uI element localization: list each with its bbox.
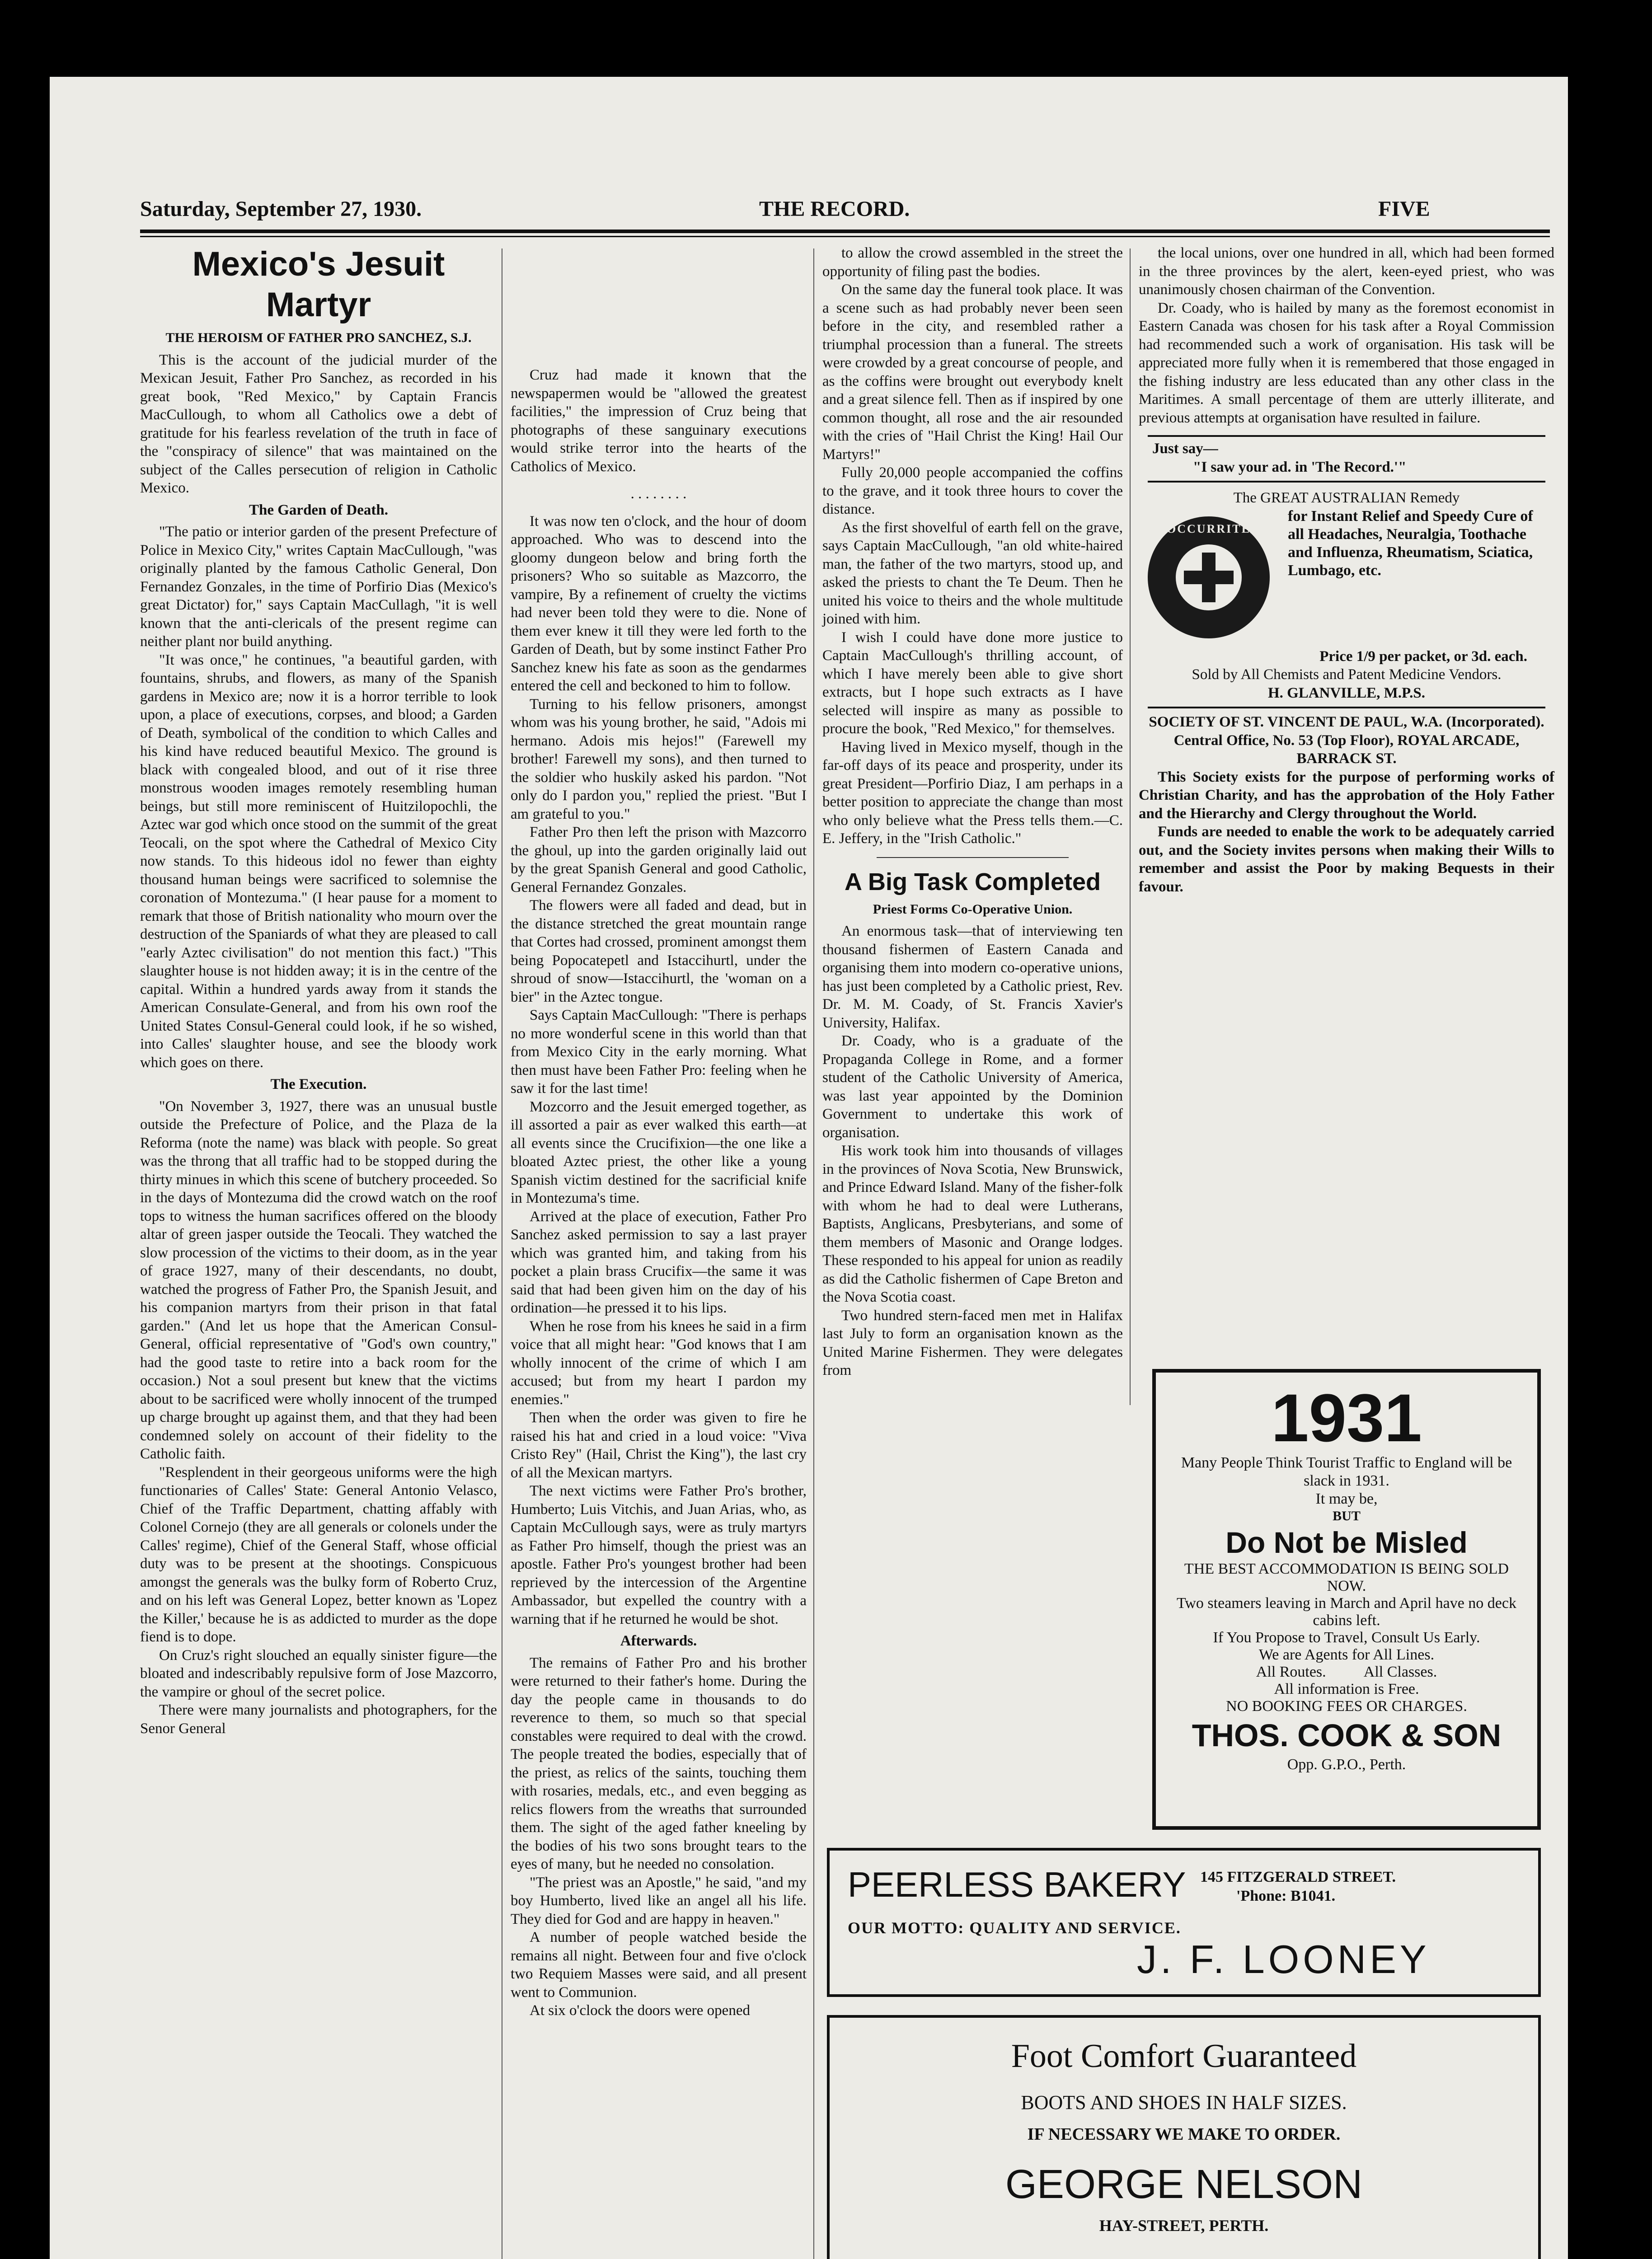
paragraph: to allow the crowd assembled in the street the opportunity of filing past the bodies. [822,245,1123,280]
article-subtitle: THE HEROISM OF FATHER PRO SANCHEZ, S.J. [165,330,472,345]
svdp-title: SOCIETY OF ST. VINCENT DE PAUL, W.A. (Incorporated). [1149,714,1544,730]
nelson-name: GEORGE NELSON [1005,2162,1363,2207]
paragraph: The next victims were Father Pro's brother, Humberto; Luis Vitchis, and Juan Arias, who, as Captain McCullough says, were as truly martyrs as Father Pro himself, though the priest was an apostle. Father Pro's youngest brother had been reprieved by the intercession of the Argentine Ambassador, but expelled the country with a warning that if he returned he would be shot. [511,1483,807,1627]
paragraph: Dr. Coady, who is a graduate of the Propaganda College in Rome, and a former student of the Catholic University of America, was last year appointed by the Dominion Government to undertake this work of organisation. [822,1033,1123,1141]
bakery-address: 145 FITZGERALD STREET. [1200,1869,1396,1885]
paragraph: Says Captain MacCullough: "There is perhaps no more wonderful scene in this world than that from Mexico City in the early morning. What then must have been Father Pro: feeling when he saw it for the last time! [511,1007,807,1097]
cook-text: We are Agents for All Lines. [1258,1646,1435,1663]
thos-cook-ad [1152,1369,1541,1830]
paragraph: When he rose from his knees he said in a firm voice that all might hear: "God knows that I am wholly innocent of the crime of which I am accused; but from my heart I pardon my enemies." [511,1318,807,1408]
paragraph: His work took him into thousands of villages in the provinces of Nova Scotia, New Brunswick, and Prince Edward Island. Many of the fisher-folk with whom he had to deal were Lutherans, Baptists, Anglicans, Presbyterians, and some of them members of Masonic and Orange lodges. These responded to his appeal for union as readily as did the Catholic fishermen of Cape Breton and the Nova Scotia coast. [822,1143,1123,1305]
paragraph: There were many journalists and photographers, for the Senor General [140,1702,497,1737]
bakery-motto: OUR MOTTO: QUALITY AND SERVICE. [848,1919,1181,1937]
nelson-text: IF NECESSARY WE MAKE TO ORDER. [1027,2125,1341,2144]
column-1 [140,244,497,1738]
cook-text: BUT [1333,1509,1361,1523]
paragraph: It was now ten o'clock, and the hour of doom approached. Who was to descend into the gloomy dungeon below and bring forth the prisoners? Who so suitable as Mazcorro, the vampire, By a refinement of cruelty the victims had never been told they were to die. None of them ever knew it till they were led forth to the Garden of Death, but by some instinct Father Pro Sanchez knew his fate as soon as the gendarmes entered the cell and beckoned to him to follow. [511,513,807,694]
paragraph: Cruz had made it known that the newspapermen would be "allowed the greatest facilities," the impression of Cruz being that photographs of these sanguinary executions would strike terror into the hearts of the Catholics of Mexico. [511,367,807,475]
occurrite-seal-icon [1148,516,1270,638]
cook-text: If You Propose to Travel, Consult Us Early. [1213,1629,1480,1646]
cook-address: Opp. G.P.O., Perth. [1287,1756,1406,1773]
cook-text: NO BOOKING FEES OR CHARGES. [1226,1698,1467,1715]
article-divider [877,857,1069,858]
paragraph: The flowers were all faded and dead, but in the distance stretched the great mountain range that Cortes had crossed, prominent amongst them being Popocatepetl and Istaccihurtl, under the shroud of snow—Istaccihurtl, the 'woman on a bier" in the Aztec tongue. [511,897,807,1005]
paragraph: "The priest was an Apostle," he said, "and my boy Humberto, lived like an angel all his life. They died for God and are happy in heaven." [511,1874,807,1927]
paragraph: "It was once," he continues, "a beautiful garden, with fountains, shrubs, and flowers, as many of the Spanish gardens in Mexico are; now it is a horror terrible to look upon, a place of executions, corpses, and blood; a Garden of Death, symbolical of the condition to which Calles and his kind have reduced beautiful Mexico. The ground is black with congealed blood, and out of it rise three monstrous wooden images remotely resembling human beings, but still more reminiscent of Huitzilopochli, the Aztec war god which once stood on the summit of the great Teocali, on the spot where the Cathedral of Mexico City now stands. To this hideous idol no fewer than eighty thousand human beings were sacrificed to solemnise the coronation of Montezuma." (I hear pause for a moment to remark that those of British nationality who mourn over the destruction of the Spaniards of what they are pleased to call "early Aztec civilisation" do not mention this fact.) "This slaughter house is not hidden away; it is in the centre of the capital. Within a hundred yards away from it stands the American Consulate-General, and from his own roof the United States Consul-General could look, if he so wished, into Calles' slaughter house, and see the bloody work which goes on there. [140,651,497,1071]
paragraph: Fully 20,000 people accompanied the coffins to the grave, and it took three hours to cover the distance. [822,464,1123,517]
cook-name: THOS. COOK & SON [1192,1718,1502,1753]
paragraph: Two hundred stern-faced men met in Halifax last July to form an organisation known as the United Marine Fishermen. They were delegates from [822,1307,1123,1378]
remedy-text: for Instant Relief and Speedy Cure of all Headaches, Neuralgia, Toothache and Influenza, Rheumatism, Sciatica, Lumbago, etc. [1288,507,1533,579]
remedy-sold-by: Sold by All Chemists and Patent Medicine Vendors. [1192,666,1502,683]
george-nelson-ad [827,2015,1541,2259]
column-2 [511,366,807,2020]
paragraph: Mozcorro and the Jesuit emerged together, as ill assorted a pair as ever walked this earth—at all events since the Crucifixion—the one like a bloated Aztec priest, the other like a young Spanish victim destined for the sacrificial knife in Montezuma's time. [511,1098,807,1206]
saw-ad-label: "I saw your ad. in 'The Record.'" [1193,459,1407,475]
section-heading: Afterwards. [620,1633,697,1649]
bakery-owner: J. F. LOONEY [1137,1937,1430,1982]
ad-divider [1148,707,1545,708]
header-rule [140,230,1550,233]
paragraph: "Resplendent in their georgeous uniforms were the high functionaries of Calles' State: General Antonio Velasco, Chief of the Traffic Department, chatting affably with Colonel Cornejo (they are all generals or colonels under the Calles' regime), Chief of the General Staff, whose official duty was to be present at the shootings. Conspicuous amongst the generals was the bulky form of Roberto Cruz, and on his left was General Lopez, better known as 'Lopez the Killer,' because he is as addicted to murder as the dope fiend is to dope. [140,1464,497,1645]
cook-text: It may be, [1315,1490,1378,1507]
paragraph: Then when the order was given to fire he raised his hat and cried in a loud voice: "Viva Cristo Rey" (Hail, Christ the King"), the last cry of all the Mexican martyrs. [511,1410,807,1481]
article-title: Mexico's Jesuit Martyr [192,245,445,324]
paragraph: Turning to his fellow prisoners, amongst whom was his young brother, he said, "Adois mi hermano. Adois mis hejos!" (Farewell my brother! Farewell my sons), and then turned to the soldier who huskily asked his pardon. "Not only do I pardon you," replied the priest. "But I am grateful to you." [511,696,807,822]
column-divider [1130,248,1131,1405]
paragraph: Arrived at the place of execution, Father Pro Sanchez asked permission to say a last prayer which was granted him, and taking from his pocket a plain brass Crucifix—the same it was said that had been given him on the day of his ordination—he pressed it to his lips. [511,1208,807,1316]
ad-divider [1148,481,1545,483]
column-4 [1139,244,1554,896]
section-heading: The Execution. [270,1076,367,1092]
paragraph: A number of people watched beside the remains all night. Between four and five o'clock two Requiem Masses were said, and all present went to Communion. [511,1929,807,2001]
header-rule-thin [140,236,1550,237]
newspaper-page [50,77,1568,2259]
ad-divider [1148,435,1545,437]
paragraph: As the first shovelful of earth fell on the grave, says Captain MacCullough, "an old white-haired man, the father of the two martyrs, stood up, and asked the priests to chant the Te Deum. Then he united his voice to theirs and the whole multitude joined with him. [822,519,1123,627]
section-heading: The Garden of Death. [249,501,388,518]
article-title: A Big Task Completed [844,868,1101,895]
cook-year: 1931 [1271,1380,1422,1456]
remedy-headline: The GREAT AUSTRALIAN Remedy [1233,490,1460,506]
paragraph: I wish I could have done more justice to Captain MacCullough's thrilling account, of which I have merely been able to give short extracts, but I hope such extracts as I have selected will inspire as many as possible to procure the book, "Red Mexico," for themselves. [822,629,1123,737]
column-3 [822,244,1123,1380]
paragraph: "On November 3, 1927, there was an unusual bustle outside the Prefecture of Police, and the Plaza de la Reforma (note the name) was black with people. So great was the throng that all traffic had to be stopped during the thirty minues in which this scene of butchery proceeded. So in the days of Montezuma did the crowd watch on the roof tops to witness the human sacrifices offered on the bloody altar of green jasper outside the Teocali. They watched the slow procession of the victims to their doom, as in the year of grace 1927, many of their descendants, no doubt, watched the progress of Father Pro, the Spanish Jesuit, and his companion martyrs from their prison in that fatal garden." (And let us hope that the American Consul-General, official representative of "God's own country," had the good taste to retire into a back room for the occasion.) Not a soul present but knew that the victims about to be sacrificed were wholly innocent of the trumped up charge brought up against them, and that they had been condemned solely on account of their fidelity to the Catholic faith. [140,1098,497,1462]
cook-text: All information is Free. [1274,1681,1419,1697]
newspaper-name: THE RECORD. [759,197,910,221]
paragraph: On the same day the funeral took place. It was a scene such as had probably never been seen before in the city, and resembled rather a triumphal procession than a funeral. The streets were crowded by a great concourse of people, and as the coffins were brought out everybody knelt and a great silence fell. Then as if inspired by one common thought, all rose and the air resounded with the cries of "Hail Christ the King! Hail Our Martyrs!" [822,281,1123,463]
remedy-ad [1139,507,1554,647]
column-divider [813,248,814,2259]
paragraph: Father Pro then left the prison with Mazcorro the ghoul, up into the garden originally laid out by the great Spanish General and good Catholic, General Fernandez Gonzales. [511,824,807,895]
paragraph: Dr. Coady, who is hailed by many as the foremost economist in Eastern Canada was chosen for his task after a Royal Commission had recommended such a work of organisation. His task will be appreciated more fully when it is remembered that those engaged in the fishing industry are less educated than any other class in the Maritimes. A small percentage of them are utterly illiterate, and previous attempts at organisation have resulted in failure. [1139,300,1554,426]
bakery-name: PEERLESS BAKERY [848,1865,1186,1904]
peerless-bakery-ad [827,1848,1541,1997]
paragraph: Having lived in Mexico myself, though in the far-off days of its peace and prosperity, under its great President—Porfirio Diaz, I am perhaps in a better position to appreciate the change than most who only believe what the Press tells them.—C. E. Jeffery, in the "Irish Catholic." [822,739,1123,847]
paragraph: the local unions, over one hundred in all, which had been formed in the three provinces by the alert, keen-eyed priest, who was unanimously chosen chairman of the Convention. [1139,245,1554,298]
svdp-office: Central Office, No. 53 (Top Floor), ROYAL ARCADE, BARRACK ST. [1173,732,1520,767]
paragraph: "The patio or interior garden of the present Prefecture of Police in Mexico City," writes Captain MacCullough, "was originally planted by the famous Catholic General, Don Fernandez Gonzales, in the time of Porfirio Dias (Mexico's great Dictator) for," says Captain MacCullagh, "it is well known that the anti-clericals of the present regime can neither plant nor build anything. [140,524,497,650]
paragraph: An enormous task—that of interviewing ten thousand fishermen of Eastern Canada and organising them into modern co-operative unions, has just been completed by a Catholic priest, Rev. Dr. M. M. Coady, of St. Francis Xavier's University, Halifax. [822,923,1123,1031]
page-number: FIVE [1378,197,1430,221]
nelson-text: BOOTS AND SHOES IN HALF SIZES. [1021,2091,1347,2114]
nelson-headline: Foot Comfort Guaranteed [1011,2038,1357,2075]
separator-dots: . . . . . . . . [630,486,687,502]
svdp-text: This Society exists for the purpose of performing works of Christian Charity, and has the approbation of the Holy Father and the Hierarchy and Clergy throughout the World. [1139,769,1554,822]
cook-headline: Do Not be Misled [1225,1526,1468,1559]
just-say-label: Just say— [1152,441,1218,457]
issue-date: Saturday, September 27, 1930. [140,197,422,221]
seal-text: OCCURRITE [1167,522,1251,535]
bakery-phone: 'Phone: B1041. [1236,1888,1336,1904]
paragraph: At six o'clock the doors were opened [530,2002,750,2019]
paragraph: On Cruz's right slouched an equally sinister figure—the bloated and indescribably repulsive form of Jose Mazcorro, the vampire or ghoul of the secret police. [140,1647,497,1700]
paragraph: The remains of Father Pro and his brother were returned to their father's home. During the day the people came in thousands to do reverence to them, so much so that special constables were required to deal with the crowd. The people treated the bodies, especially that of the priest, as relics of the saints, touching them with rosaries, medals, etc., and even begging as relics flowers from the wreaths that surrounded them. The sight of the aged father kneeling by the bodies of his two sons brought tears to the eyes of many, but he needed no consolation. [511,1654,807,1872]
remedy-vendor: H. GLANVILLE, M.P.S. [1267,684,1426,701]
nelson-address: HAY-STREET, PERTH. [1099,2217,1269,2235]
svdp-text: Funds are needed to enable the work to be adequately carried out, and the Society invites persons when making their Wills to remember and assist the Poor by making Bequests in their favour. [1139,824,1554,895]
cook-text: THE BEST ACCOMMODATION IS BEING SOLD NOW. [1184,1561,1509,1594]
article-subtitle: Priest Forms Co-Operative Union. [873,901,1073,917]
paragraph: This is the account of the judicial murder of the Mexican Jesuit, Father Pro Sanchez, as recorded in his great book, "Red Mexico," by Captain Francis MacCullough, to whom all Catholics owe a debt of gratitude for his fearless revelation of the truth in face of the "conspiracy of silence" that was maintained on the subject of the Calles persecution of religion in Catholic Mexico. [140,352,497,496]
remedy-price: Price 1/9 per packet, or 3d. each. [1319,648,1527,665]
cook-text: Two steamers leaving in March and April have no deck cabins left. [1176,1595,1516,1629]
cook-text: Many People Think Tourist Traffic to England will be slack in 1931. [1181,1454,1512,1489]
cook-text: All Routes. All Classes. [1256,1664,1437,1680]
